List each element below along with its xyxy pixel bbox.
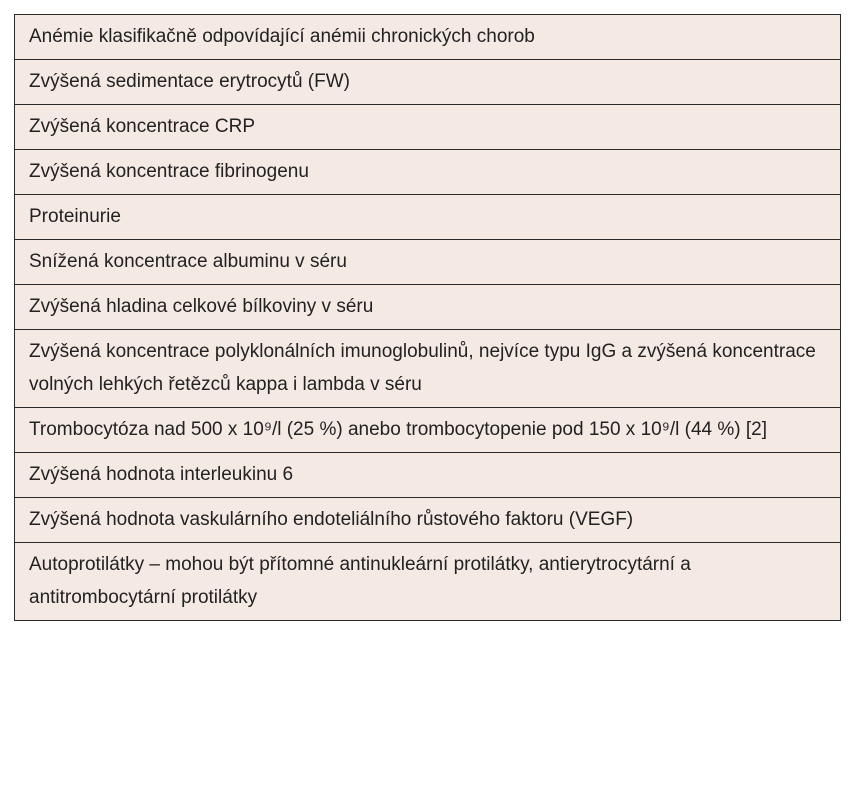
cell-text: Anémie klasifikačně odpovídající anémii chronických chorob (29, 26, 535, 47)
cell-text: Trombocytóza nad 500 x 10⁹/l (25 %) anebo trombocytopenie pod 150 x 10⁹/l (44 %) [2] (29, 419, 767, 440)
table-cell (15, 408, 841, 453)
table-row (15, 408, 841, 453)
cell-text: Zvýšená koncentrace polyklonálních imunoglobulinů, nejvíce typu IgG a zvýšená koncentrace volných lehkých řetězců kappa i lambda v séru (29, 341, 816, 395)
table-row (15, 60, 841, 105)
table-cell (15, 15, 841, 60)
table-cell (15, 453, 841, 498)
table-row (15, 195, 841, 240)
table-cell (15, 240, 841, 285)
cell-text: Zvýšená koncentrace fibrinogenu (29, 161, 309, 182)
table-row (15, 453, 841, 498)
table-row (15, 105, 841, 150)
table-row (15, 543, 841, 621)
table-cell (15, 105, 841, 150)
table-cell (15, 195, 841, 240)
cell-text: Proteinurie (29, 206, 121, 227)
findings-table-container (14, 14, 841, 621)
cell-text: Zvýšená hodnota vaskulárního endoteliálního růstového faktoru (VEGF) (29, 509, 634, 530)
cell-text: Snížená koncentrace albuminu v séru (29, 251, 347, 272)
cell-text: Zvýšená hodnota interleukinu 6 (29, 464, 294, 485)
table-cell (15, 543, 841, 621)
table-row (15, 285, 841, 330)
cell-text: Autoprotilátky – mohou být přítomné antinukleární protilátky, antierytrocytární a antitrombocytární protilátky (29, 554, 691, 608)
table-cell (15, 285, 841, 330)
table-row (15, 150, 841, 195)
findings-table (14, 14, 841, 621)
cell-text: Zvýšená sedimentace erytrocytů (FW) (29, 71, 350, 92)
table-cell (15, 330, 841, 408)
table-cell (15, 498, 841, 543)
table-row (15, 240, 841, 285)
table-row (15, 498, 841, 543)
cell-text: Zvýšená koncentrace CRP (29, 116, 255, 137)
cell-text: Zvýšená hladina celkové bílkoviny v séru (29, 296, 374, 317)
table-cell (15, 60, 841, 105)
table-row (15, 15, 841, 60)
table-row (15, 330, 841, 408)
table-cell (15, 150, 841, 195)
